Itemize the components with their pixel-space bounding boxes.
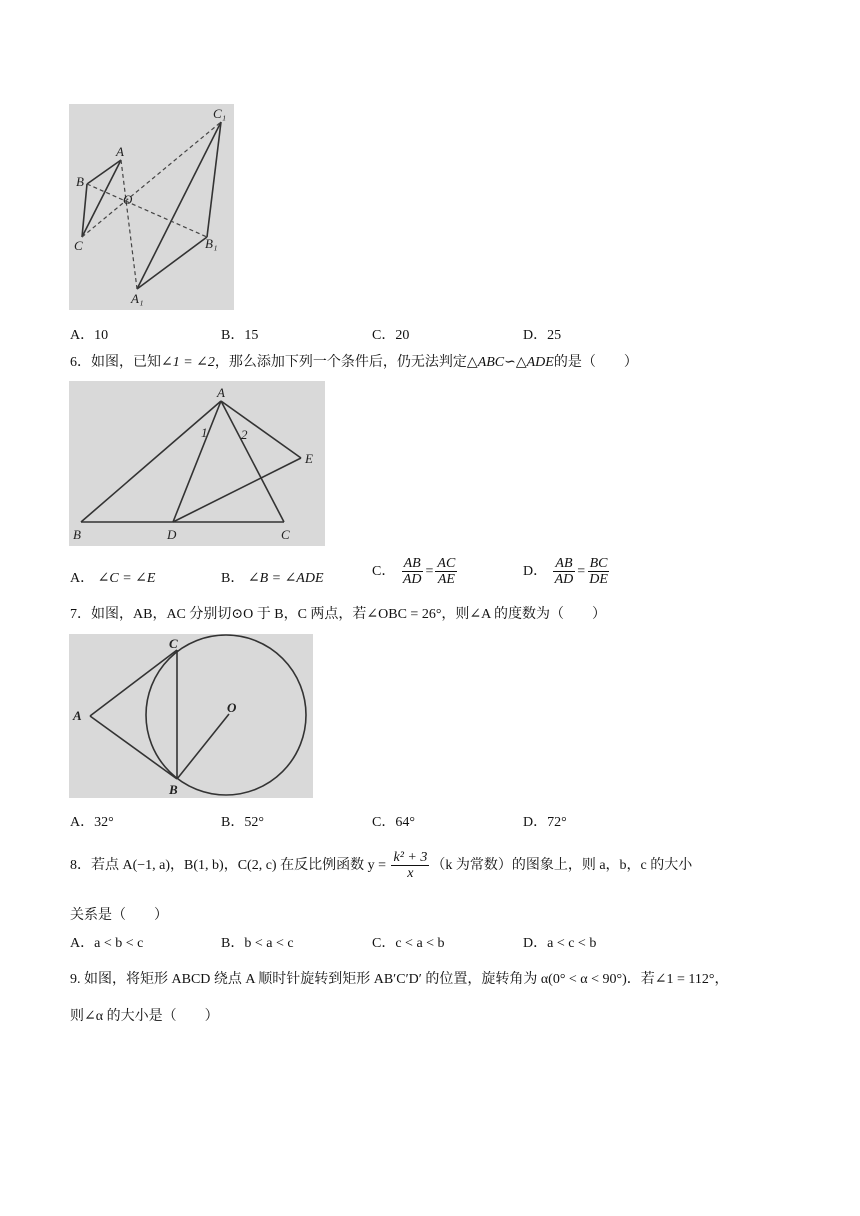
- q5-option-b: B．15: [221, 328, 259, 343]
- q8-frac-den: x: [407, 866, 414, 882]
- q8-option-a: A．a < b < c: [70, 936, 144, 951]
- q6-text-post: 的是（ ）: [553, 355, 638, 370]
- q6-number: 6．: [70, 355, 91, 370]
- q7-option-b: B．52°: [221, 815, 264, 830]
- q6-option-d-frac1: $\frac{AB}{AD}$: [554, 556, 574, 588]
- q6-option-a: [70, 567, 155, 587]
- q8-option-b: B．b < a < c: [221, 936, 294, 951]
- q8-option-d: D．a < c < b: [523, 936, 597, 951]
- q6-option-b: [221, 567, 324, 587]
- q7-label-b: B: [169, 782, 178, 797]
- q6-text-pre: 如图，已知: [91, 355, 161, 370]
- q5-label-b1: B₁: [205, 236, 218, 251]
- q6-stem: [70, 351, 638, 371]
- q7-option-c: C．64°: [372, 815, 415, 830]
- q6-option-d-label: D．: [523, 564, 548, 580]
- q6-label-d: D: [167, 527, 177, 542]
- q7-option-d: D．72°: [523, 815, 567, 830]
- q6-option-c-frac2: $\frac{AC}{AE}$: [437, 556, 456, 588]
- q8-number: 8．: [70, 858, 91, 874]
- q6-option-a-text: ∠C = ∠E: [97, 571, 156, 586]
- q8-stem: [70, 850, 692, 882]
- q8-frac-num: k² + 3: [393, 850, 428, 865]
- q9-line2: 则∠α 的大小是（ ）: [70, 1009, 219, 1024]
- q8-text-pre: 若点 A(−1, a)，B(1, b)，C(2, c) 在反比例函数 y =: [91, 858, 386, 874]
- q8-fraction: [391, 850, 429, 882]
- q8-line2: 关系是（ ）: [70, 908, 168, 923]
- q6-option-b-label: B．: [221, 571, 245, 586]
- q6-triangles: △ABC∽△ADE: [466, 355, 554, 370]
- q7-option-a: A．32°: [70, 815, 114, 830]
- q6-label-b: B: [73, 527, 81, 542]
- q6-label-a: A: [217, 385, 225, 400]
- q7-label-o: O: [227, 700, 237, 715]
- q7-label-a: A: [73, 708, 82, 723]
- q6-label-1: 1: [201, 425, 208, 440]
- q6-label-e: E: [305, 451, 313, 466]
- q8-text-post: （k 为常数）的图象上，则 a，b，c 的大小: [431, 858, 693, 874]
- q6-option-c-label: C．: [372, 564, 396, 580]
- q6-option-c-frac1: $\frac{AB}{AD}$: [402, 556, 422, 588]
- q5-label-b: B: [76, 174, 84, 189]
- q5-option-d: D．25: [523, 328, 562, 343]
- q7-number: 7．: [70, 607, 91, 622]
- q6-option-d-frac2: $\frac{BC}{DE}$: [589, 556, 608, 588]
- q5-label-a: A: [116, 144, 124, 159]
- q6-figure: [69, 381, 325, 546]
- q5-option-c: C．20: [372, 328, 410, 343]
- q7-stem: [70, 603, 606, 623]
- q7-text: 如图，AB，AC 分别切⊙O 于 B，C 两点，若∠OBC = 26°，则∠A 的度数为（ ）: [91, 607, 606, 622]
- q6-label-c: C: [281, 527, 290, 542]
- q5-label-a1: A₁: [131, 291, 144, 306]
- q5-option-a: A．10: [70, 328, 109, 343]
- q6-text-mid: ，那么添加下列一个条件后，仍无法判定: [214, 355, 467, 370]
- q6-option-d: D． $\frac{AB}{AD}$ = $\frac{BC}{DE}$: [523, 556, 608, 588]
- q6-option-b-text: ∠B = ∠ADE: [247, 571, 324, 586]
- q6-option-a-label: A．: [70, 571, 95, 586]
- q6-label-2: 2: [241, 427, 248, 442]
- q6-condition: ∠1 = ∠2: [161, 355, 215, 370]
- q5-label-c: C: [74, 238, 83, 253]
- q5-figure: [69, 104, 234, 310]
- q7-figure: [69, 634, 313, 798]
- q6-option-c: C． $\frac{AB}{AD}$ = $\frac{AC}{AE}$: [372, 556, 456, 588]
- q8-option-c: C．c < a < b: [372, 936, 445, 951]
- q7-label-c: C: [169, 636, 178, 651]
- q9-line1: 9. 如图，将矩形 ABCD 绕点 A 顺时针旋转到矩形 AB′C′D′ 的位置，旋转角为 α(0° < α < 90°)．若∠1 = 112°，: [70, 972, 729, 987]
- q5-label-o: O: [123, 192, 133, 207]
- q5-label-c1: C₁: [213, 106, 227, 121]
